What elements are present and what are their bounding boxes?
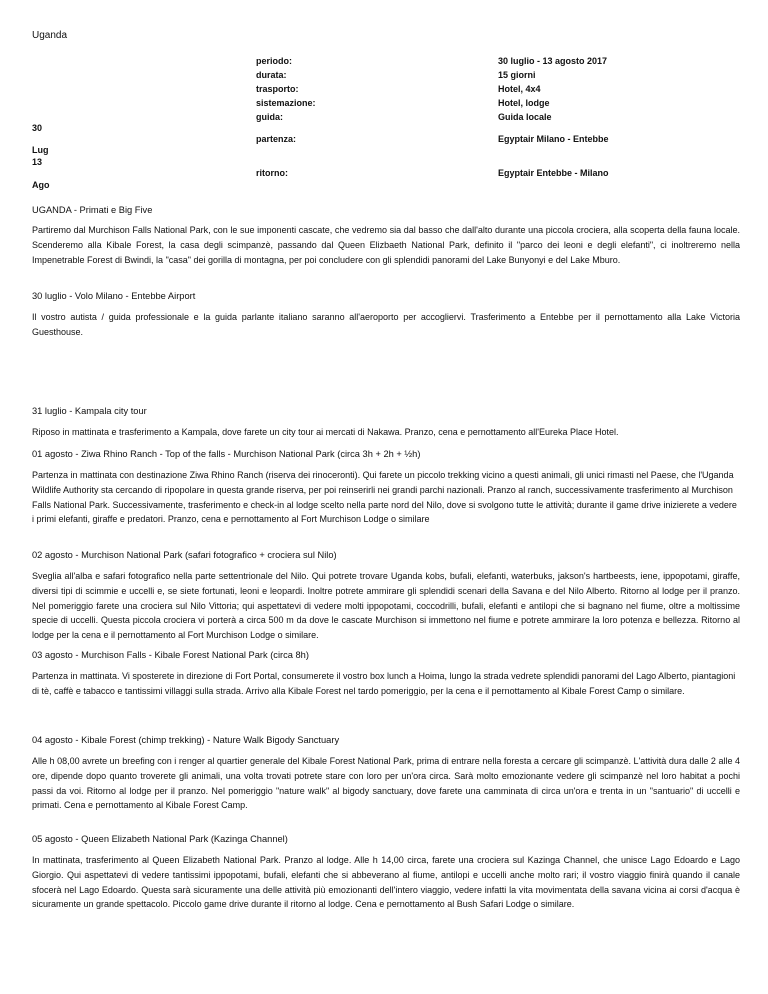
partenza-label: partenza: [256, 134, 297, 144]
guida-value: Guida locale [498, 112, 552, 122]
day-text: Riposo in mattinata e trasferimento a Kampala, dove farete un city tour ai mercati di Nakawa. Pranzo, cena e pernottamento all'Eureka Place Hotel. [32, 427, 619, 437]
periodo-label: periodo: [256, 56, 292, 66]
day-text: Partenza in mattinata con destinazione Ziwa Rhino Ranch (riserva dei rinoceronti). Qui farete un piccolo trekking vicino a questi animali, gli unici rimasti nel Paese, che l'Uganda Wildlife Authority sta cercando di ripopolare in questa grande riserva, per poi reinserirli nei grandi parchi nazionali. Pranzo al ranch, successivamente trasferimento al Murchison Falls National Park. Successivamente, trasferimento e check-in al lodge scelto nella parte nord del Nilo, dove si svolgono tutte le attività; durante il game drive inizierete a vedere i primi elefanti, giraffe e predatori. Pranzo, cena e pernottamento al Fort Murchison Lodge o similare [32, 470, 737, 525]
partenza-value: Egyptair Milano - Entebbe [498, 134, 609, 144]
day-text: Alle h 08,00 avrete un breefing con i renger al quartier generale del Kibale Forest National Park, prima di entrare nella foresta a cercare gli scimpanzè. L'attività dura dalle 2 alle 4 ore, dipende dopo quanto troverete gli animali, una volta trovati potrete stare con loro per un'ora circa. Sarà molto emozionante vedere gli scimpanzè nel loro habitat a pochi passi da voi. Ritorno al lodge per il pranzo. Nel pomeriggio "nature walk" al bigody sanctuary, dove farete una camminata di circa un'ora e trenta in un "santuario" di uccelli e primati. Cena e pernottamento al Kibale Forest Camp. [32, 756, 740, 811]
end-day: 13 [32, 157, 43, 167]
sistemazione-label: sistemazione: [256, 98, 316, 108]
periodo-value: 30 luglio - 13 agosto 2017 [498, 56, 608, 66]
day-title: 30 luglio - Volo Milano - Entebbe Airport [32, 291, 196, 301]
start-month: Lug [32, 145, 49, 155]
durata-label: durata: [256, 70, 287, 80]
day-text: Il vostro autista / guida professionale e la guida parlante italiano saranno all'aeroporto per accogliervi. Trasferimento a Entebbe per il pernottamento alla Lake Victoria Guesthouse. [32, 312, 740, 337]
country-title: Uganda [32, 30, 68, 41]
ritorno-value: Egyptair Entebbe - Milano [498, 168, 609, 178]
trasporto-label: trasporto: [256, 84, 299, 94]
day-title: 03 agosto - Murchison Falls - Kibale Forest National Park (circa 8h) [32, 650, 309, 660]
day-title: 31 luglio - Kampala city tour [32, 406, 147, 416]
end-month: Ago [32, 180, 50, 190]
trasporto-value: Hotel, 4x4 [498, 84, 541, 94]
intro-paragraph: Partiremo dal Murchison Falls National Park, con le sue imponenti cascate, che vedremo sia dal basso che dall'alto durante una piccola crociera, alla scoperta della fauna locale. Scenderemo alla Kibale Forest, la casa degli scimpanzè, passando dal Queen Elizbaeth National Park, definito il "parco dei leoni e degli elefanti", ci inoltreremo nella Impenetrable Forest di Bwindi, la "casa" dei gorilla di montagna, per poi concludere con gli splendidi panorami del Lake Bunyonyi e del Lake Mburo. [32, 225, 740, 265]
day-title: 04 agosto - Kibale Forest (chimp trekking) - Nature Walk Bigody Sanctuary [32, 735, 340, 745]
day-text: In mattinata, trasferimento al Queen Elizabeth National Park. Pranzo al lodge. Alle h 14,00 circa, farete una crociera sul Kazinga Channel, che unisce Lago Edoardo e Lago Giorgio. Qui aspettatevi di vedere tantissimi ippopotami, bufali, elefanti che si abbeverano al fiume, antilopi e uccelli anche molto rari; il vostro viaggio finirà quando il canale sfocerà nel Lago Edoardo. Questa sarà sicuramente una delle attività più emozionanti dell'intero viaggio, vedere infatti la vita movimentata della savana vicina ai corsi d'acqua è sicuramente un grande spettacolo. Piccolo game drive durante il ritorno al lodge. Cena e pernottamento al Bush Safari Lodge o similare. [32, 855, 740, 910]
day-title: 01 agosto - Ziwa Rhino Ranch - Top of the falls - Murchison National Park (circa 3h + 2h + ½h) [32, 449, 421, 459]
sistemazione-value: Hotel, lodge [498, 98, 550, 108]
day-title: 02 agosto - Murchison National Park (safari fotografico + crociera sul Nilo) [32, 550, 337, 560]
durata-value: 15 giorni [498, 70, 536, 80]
day-text: Partenza in mattinata. Vi sposterete in direzione di Fort Portal, consumerete il vostro box lunch a Hoima, lungo la strada vedrete splendidi panorami del Lago Alberto, piantagioni di tè, caffè e tabacco e tantissimi villaggi sulla strada. Arrivo alla Kibale Forest nel tardo pomeriggio, per la cena e il pernottamento al Kibale Forest Camp o similare. [32, 671, 736, 696]
ritorno-label: ritorno: [256, 168, 288, 178]
day-title: 05 agosto - Queen Elizabeth National Park (Kazinga Channel) [32, 834, 288, 844]
main-title: UGANDA - Primati e Big Five [32, 205, 153, 215]
start-day: 30 [32, 123, 43, 133]
day-text: Sveglia all'alba e safari fotografico nella parte settentrionale del Nilo. Qui potrete trovare Uganda kobs, bufali, elefanti, waterbuks, jakson's hartbeests, iene, ippopotami, giraffe, diversi tipi di scimmie e uccelli e, se siete fortunati, leoni e leopardi. Inoltre potrete ammirare gli splendidi scenari della Savana e del Nilo Alberto. Ritorno al lodge per il pranzo. Nel pomeriggio farete una crociera sul Nilo Vittoria; qui aspettatevi di vedere molti ippopotami, coccodrilli, bufali, elefanti e antilopi che si bagnano nel fiume, oltre a moltissime specie di uccelli. Questa piccola crociera vi porterà a circa 500 m da dove le cascate Murchison si immettono nel fiume e potrete ammirare la loro potenza e bellezza. Ritorno al lodge per la cena e il pernottamento al Fort Murchison Lodge o similare. [32, 571, 740, 641]
guida-label: guida: [256, 112, 283, 122]
